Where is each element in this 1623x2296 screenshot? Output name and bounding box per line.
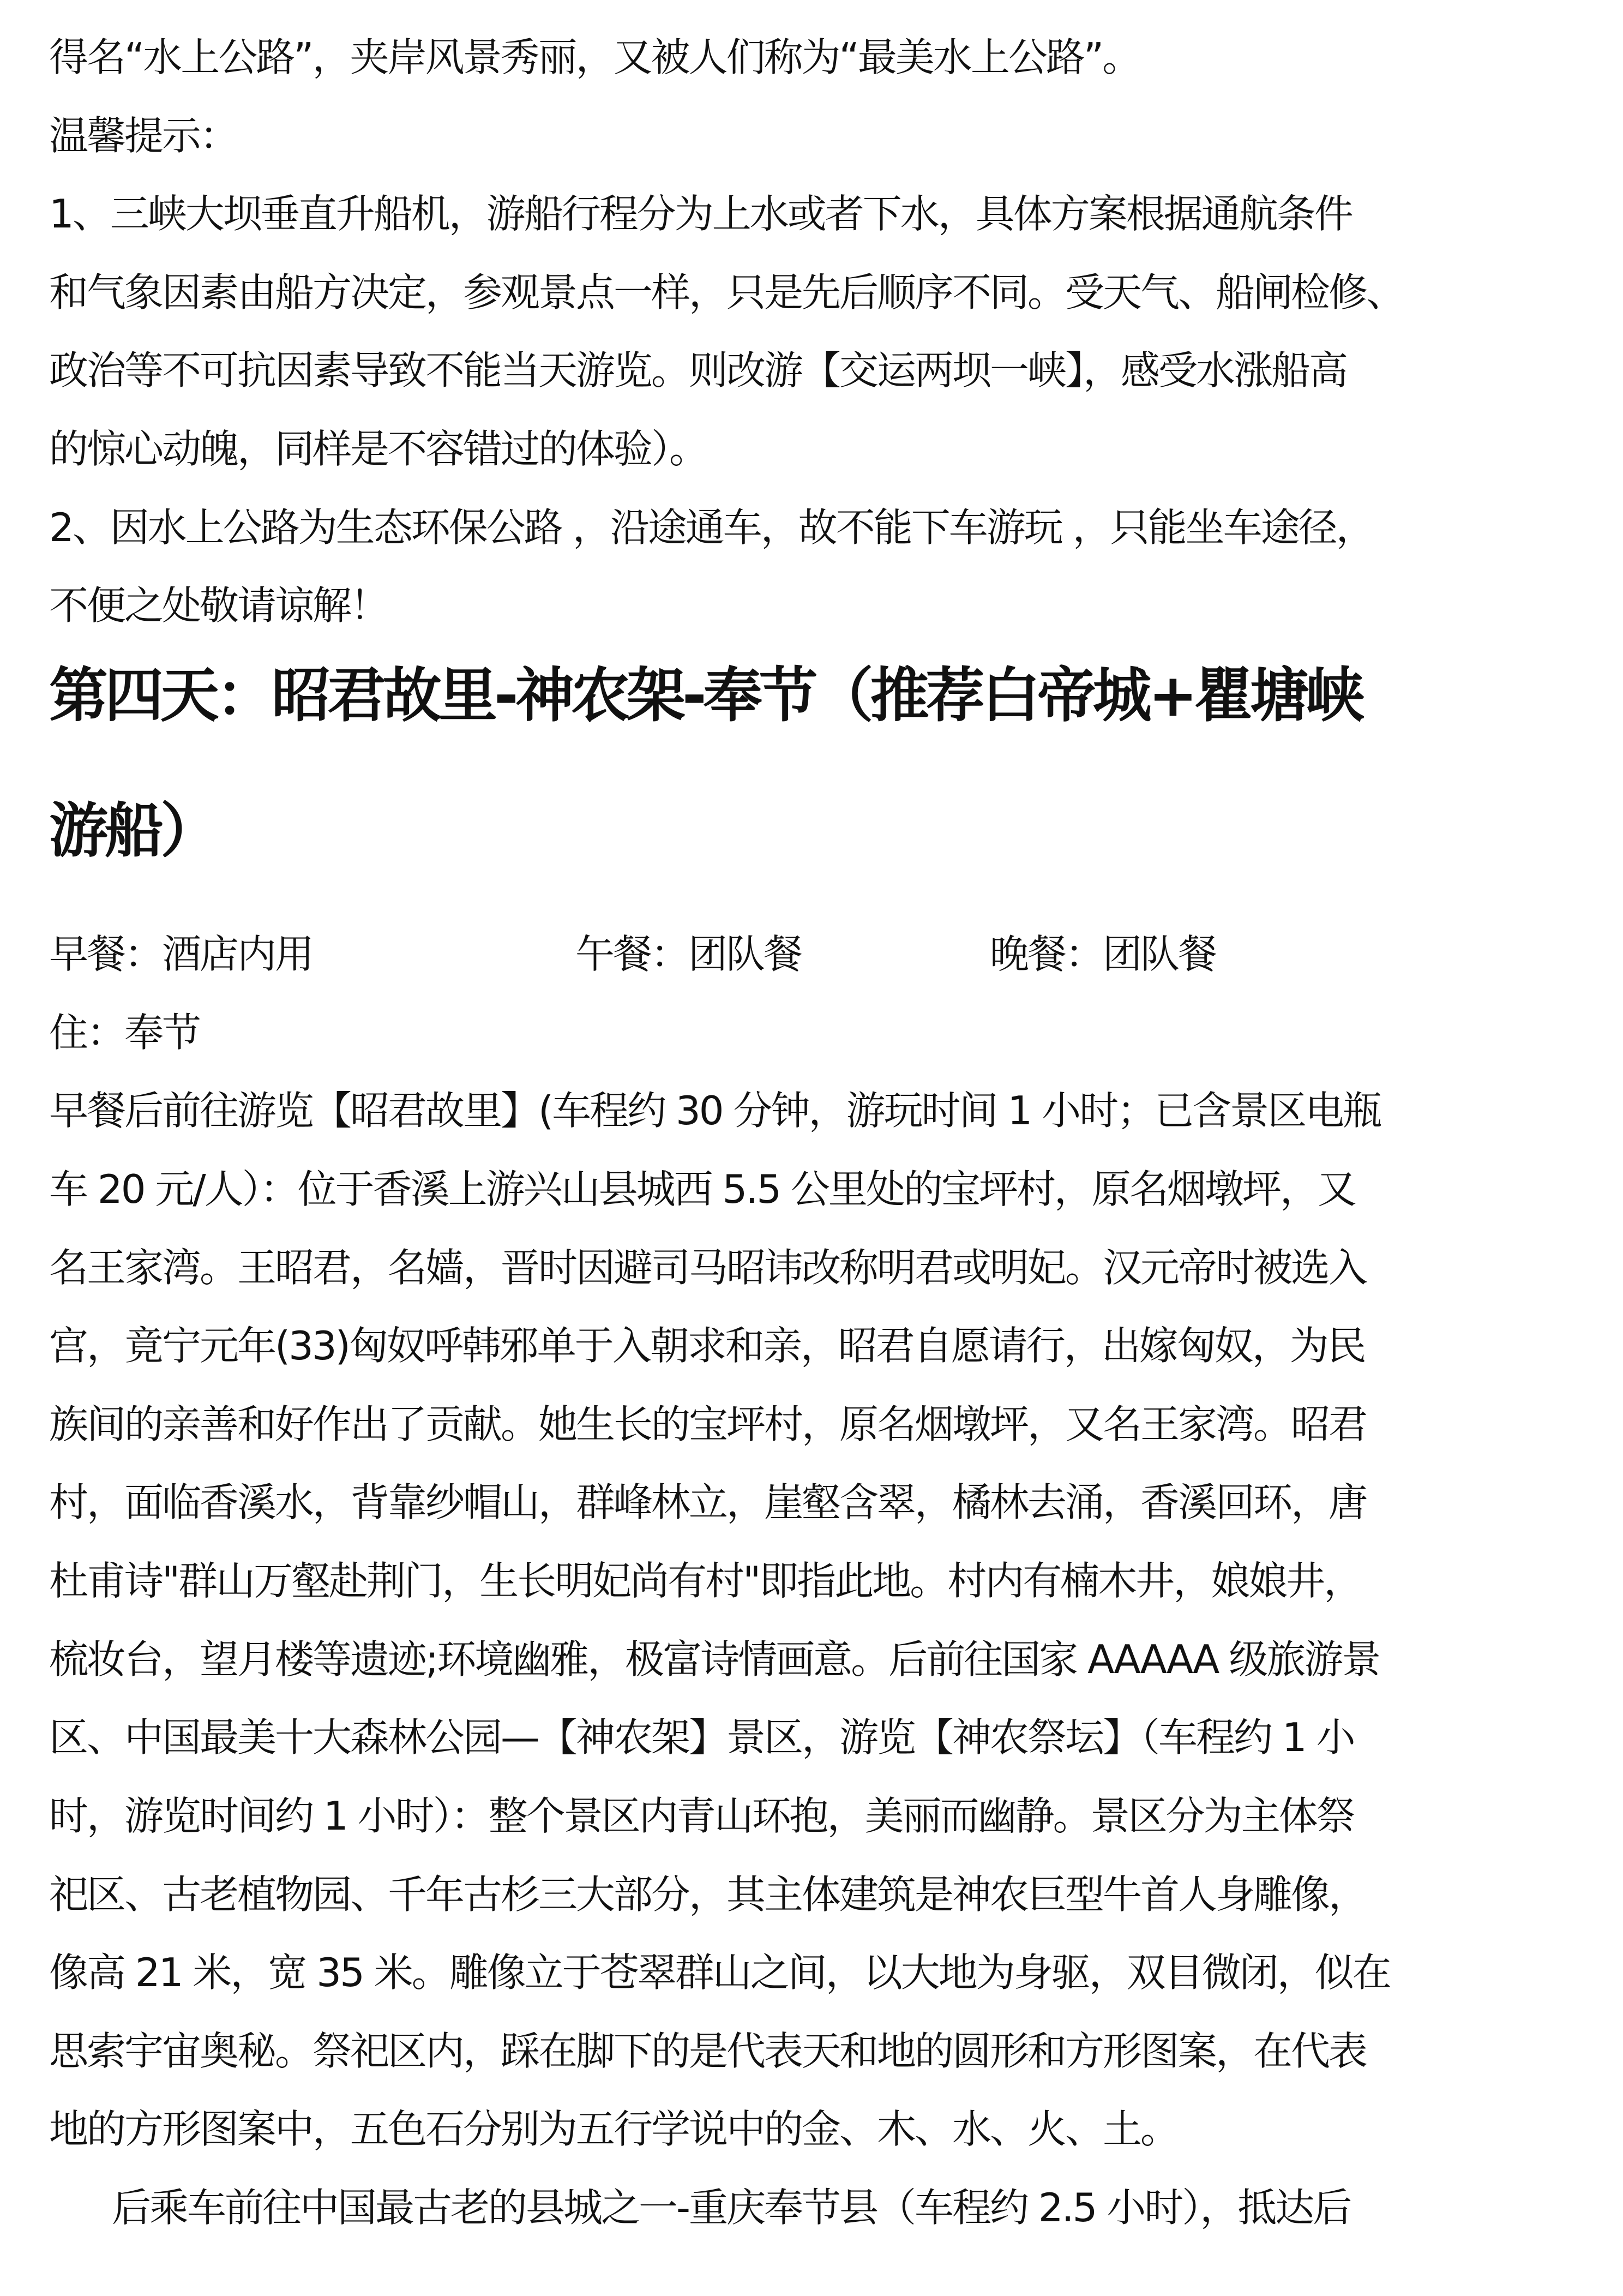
body-line: 地的方形图案中，五色石分别为五行学说中的金、木、水、火、土。 bbox=[49, 2106, 1179, 2152]
body-line: 族间的亲善和好作出了贡献。她生长的宝坪村，原名烟墩坪，又名王家湾。昭君 bbox=[49, 1401, 1367, 1447]
tips-label: 温馨提示： bbox=[49, 113, 238, 159]
body-line: 祀区、古老植物园、千年古杉三大部分，其主体建筑是神农巨型牛首人身雕像， bbox=[49, 1872, 1367, 1917]
tip-1-line: 的惊心动魄，同样是不容错过的体验）。 bbox=[49, 426, 707, 472]
tip-1-line: 1、三峡大坝垂直升船机，游船行程分为上水或者下水，具体方案根据通航条件 bbox=[49, 191, 1352, 237]
tip-2-line: 2、因水上公路为生态环保公路 ，沿途通车，故不能下车游玩 ，只能坐车途径， bbox=[49, 505, 1374, 550]
meals-row bbox=[49, 931, 1216, 978]
day-heading-cont: 游船） bbox=[49, 797, 217, 865]
body-line: 名王家湾。王昭君，名嫱，晋时因避司马昭讳改称明君或明妃。汉元帝时被选入 bbox=[49, 1245, 1367, 1291]
tip-1-line: 和气象因素由船方决定，参观景点一样，只是先后顺序不同。受天气、船闸检修、 bbox=[49, 269, 1404, 315]
body-line: 杜甫诗"群山万壑赴荆门，生长明妃尚有村"即指此地。村内有楠木井，娘娘井， bbox=[49, 1558, 1362, 1604]
body-line: 像高 21 米，宽 35 米。雕像立于苍翠群山之间，以大地为身驱，双目微闭，似在 bbox=[49, 1950, 1390, 1995]
next-paragraph-line: 后乘车前往中国最古老的县城之一-重庆奉节县（车程约 2.5 小时），抵达后 bbox=[112, 2185, 1351, 2231]
body-line: 早餐后前往游览【昭君故里】(车程约 30 分钟，游玩时间 1 小时；已含景区电瓶 bbox=[49, 1088, 1381, 1134]
body-line: 车 20 元/人）：位于香溪上游兴山县城西 5.5 公里处的宝坪村，原名烟墩坪，又 bbox=[49, 1166, 1355, 1212]
day-heading: 第四天：昭君故里-神农架-奉节（推荐白帝城+瞿塘峡 bbox=[49, 662, 1362, 730]
body-line: 梳妆台，望月楼等遗迹;环境幽雅，极富诗情画意。后前往国家 AAAAA 级旅游景 bbox=[49, 1636, 1380, 1682]
body-line: 思索宇宙奥秘。祭祀区内，踩在脚下的是代表天和地的圆形和方形图案，在代表 bbox=[49, 2028, 1367, 2074]
intro-line: 得名“水上公路”，夹岸风景秀丽，又被人们称为“最美水上公路”。 bbox=[49, 34, 1140, 80]
body-line: 宫，竟宁元年(33)匈奴呼韩邪单于入朝求和亲，昭君自愿请行，出嫁匈奴，为民 bbox=[49, 1323, 1365, 1369]
lunch-info: 午餐：团队餐 bbox=[575, 931, 802, 977]
tip-1-line: 政治等不可抗因素导致不能当天游览。则改游【交运两坝一峡】，感受水涨船高 bbox=[49, 347, 1347, 393]
body-line: 村，面临香溪水，背靠纱帽山，群峰林立，崖壑含翠，橘林去涌，香溪回环，唐 bbox=[49, 1479, 1367, 1525]
body-line: 区、中国最美十大森林公园—【神农架】景区，游览【神农祭坛】（车程约 1 小 bbox=[49, 1714, 1354, 1760]
stay-info: 住：奉节 bbox=[49, 1010, 200, 1056]
tip-2-line: 不便之处敬请谅解！ bbox=[49, 583, 388, 628]
breakfast-info: 早餐：酒店内用 bbox=[49, 931, 313, 977]
dinner-info: 晚餐：团队餐 bbox=[990, 931, 1216, 977]
body-line: 时，游览时间约 1 小时）：整个景区内青山环抱，美丽而幽静。景区分为主体祭 bbox=[49, 1793, 1354, 1839]
